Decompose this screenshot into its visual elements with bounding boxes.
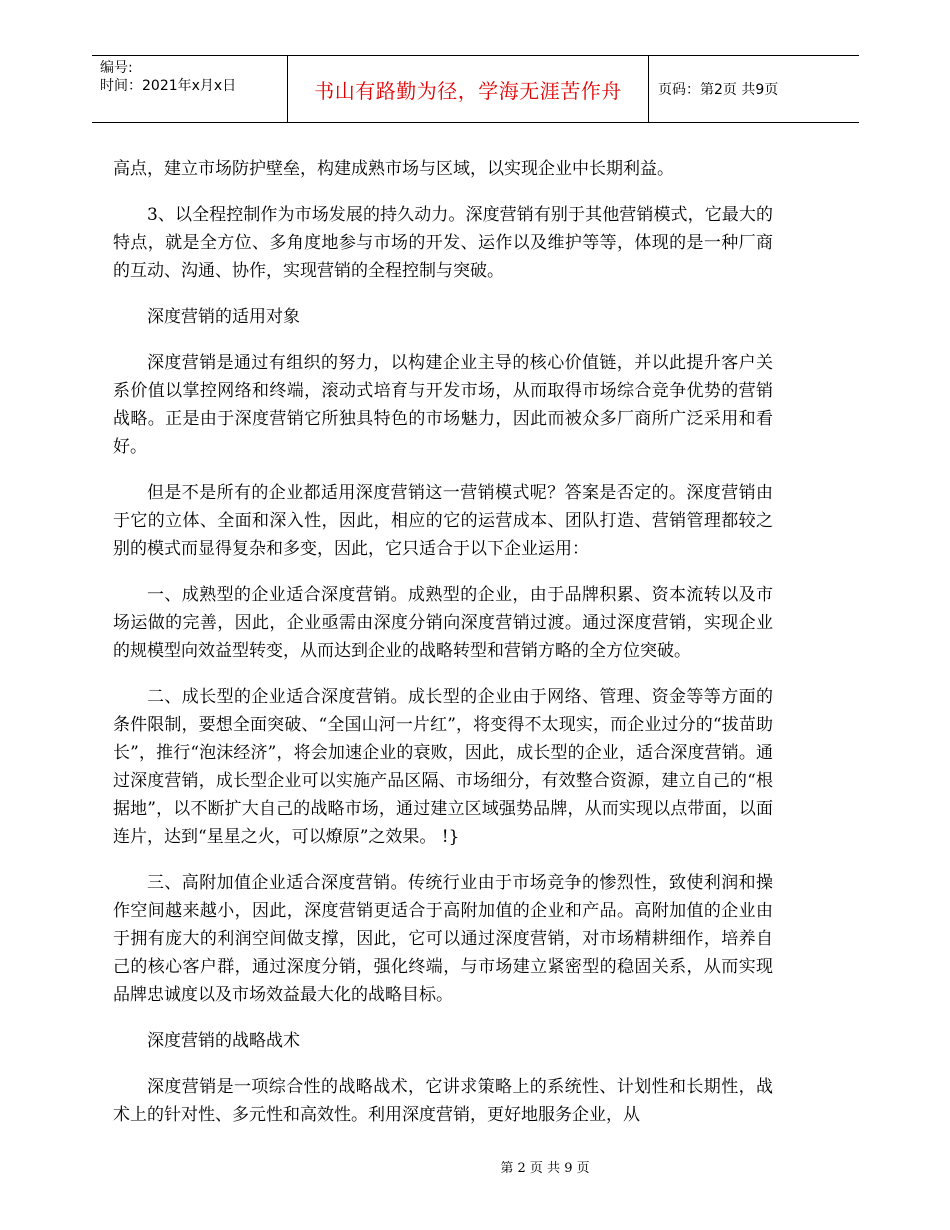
section-heading: 深度营销的适用对象 <box>147 307 300 327</box>
paragraph: 深度营销是一项综合性的战略战术，它讲求策略上的系统性、计划性和长期性，战术上的针对性、多元性和高效性。利用深度营销，更好地服务企业，从 <box>113 1077 773 1125</box>
paragraph: 二、成长型的企业适合深度营销。成长型的企业由于网络、管理、资金等等方面的条件限制，要想全面突破、“全国山河一片红”，将变得不太现实，而企业过分的“拔苗助长”，推行“泡沫经济”，将会加速企业的衰败，因此，成长型的企业，适合深度营销。通过深度营销，成长型企业可以实施产品区隔、市场细分，有效整合资源，建立自己的“根据地”，以不断扩大自己的战略市场，通过建立区域强势品牌，从而实现以点带面，以面连片，达到“星星之火，可以燎原”之效果。 !} <box>113 687 773 847</box>
doc-time-label: 时间：2021年x月x日 <box>100 78 237 94</box>
paragraph: 但是不是所有的企业都适用深度营销这一营销模式呢？答案是否定的。深度营销由于它的立体、全面和深入性，因此，相应的它的运营成本、团队打造、营销管理都较之别的模式而显得复杂和多变，因此，它只适合于以下企业运用： <box>113 483 773 559</box>
paragraph: 高点，建立市场防护壁垒，构建成熟市场与区域，以实现企业中长期利益。 <box>113 159 674 179</box>
doc-code-label: 编号: <box>100 60 133 76</box>
page-header <box>92 55 859 123</box>
page-footer: 第 2 页 共 9 页 <box>500 1161 590 1176</box>
section-heading: 深度营销的战略战术 <box>147 1031 300 1051</box>
paragraph: 3、以全程控制作为市场发展的持久动力。深度营销有别于其他营销模式，它最大的特点，就是全方位、多角度地参与市场的开发、运作以及维护等等，体现的是一种厂商的互动、沟通、协作，实现营销的全程控制与突破。 <box>113 205 773 281</box>
paragraph: 三、高附加值企业适合深度营销。传统行业由于市场竞争的惨烈性，致使利润和操作空间越来越小，因此，深度营销更适合于高附加值的企业和产品。高附加值的企业由于拥有庞大的利润空间做支撑，因此，它可以通过深度营销，对市场精耕细作，培养自己的核心客户群，通过深度分销，强化终端，与市场建立紧密型的稳固关系，从而实现品牌忠诚度以及市场效益最大化的战略目标。 <box>113 873 773 1005</box>
header-page-info: 页码：第2页 共9页 <box>658 82 779 98</box>
paragraph: 一、成熟型的企业适合深度营销。成熟型的企业，由于品牌积累、资本流转以及市场运做的完善，因此，企业亟需由深度分销向深度营销过渡。通过深度营销，实现企业的规模型向效益型转变，从而达到企业的战略转型和营销方略的全方位突破。 <box>113 585 773 661</box>
header-motto: 书山有路勤为径，学海无涯苦作舟 <box>287 56 649 122</box>
header-meta <box>92 56 287 122</box>
document-body <box>113 155 773 1147</box>
paragraph: 深度营销是通过有组织的努力，以构建企业主导的核心价值链，并以此提升客户关系价值以掌控网络和终端，滚动式培育与开发市场，从而取得市场综合竞争优势的营销战略。正是由于深度营销它所独具特色的市场魅力，因此而被众多厂商所广泛采用和看好。 <box>113 353 773 457</box>
